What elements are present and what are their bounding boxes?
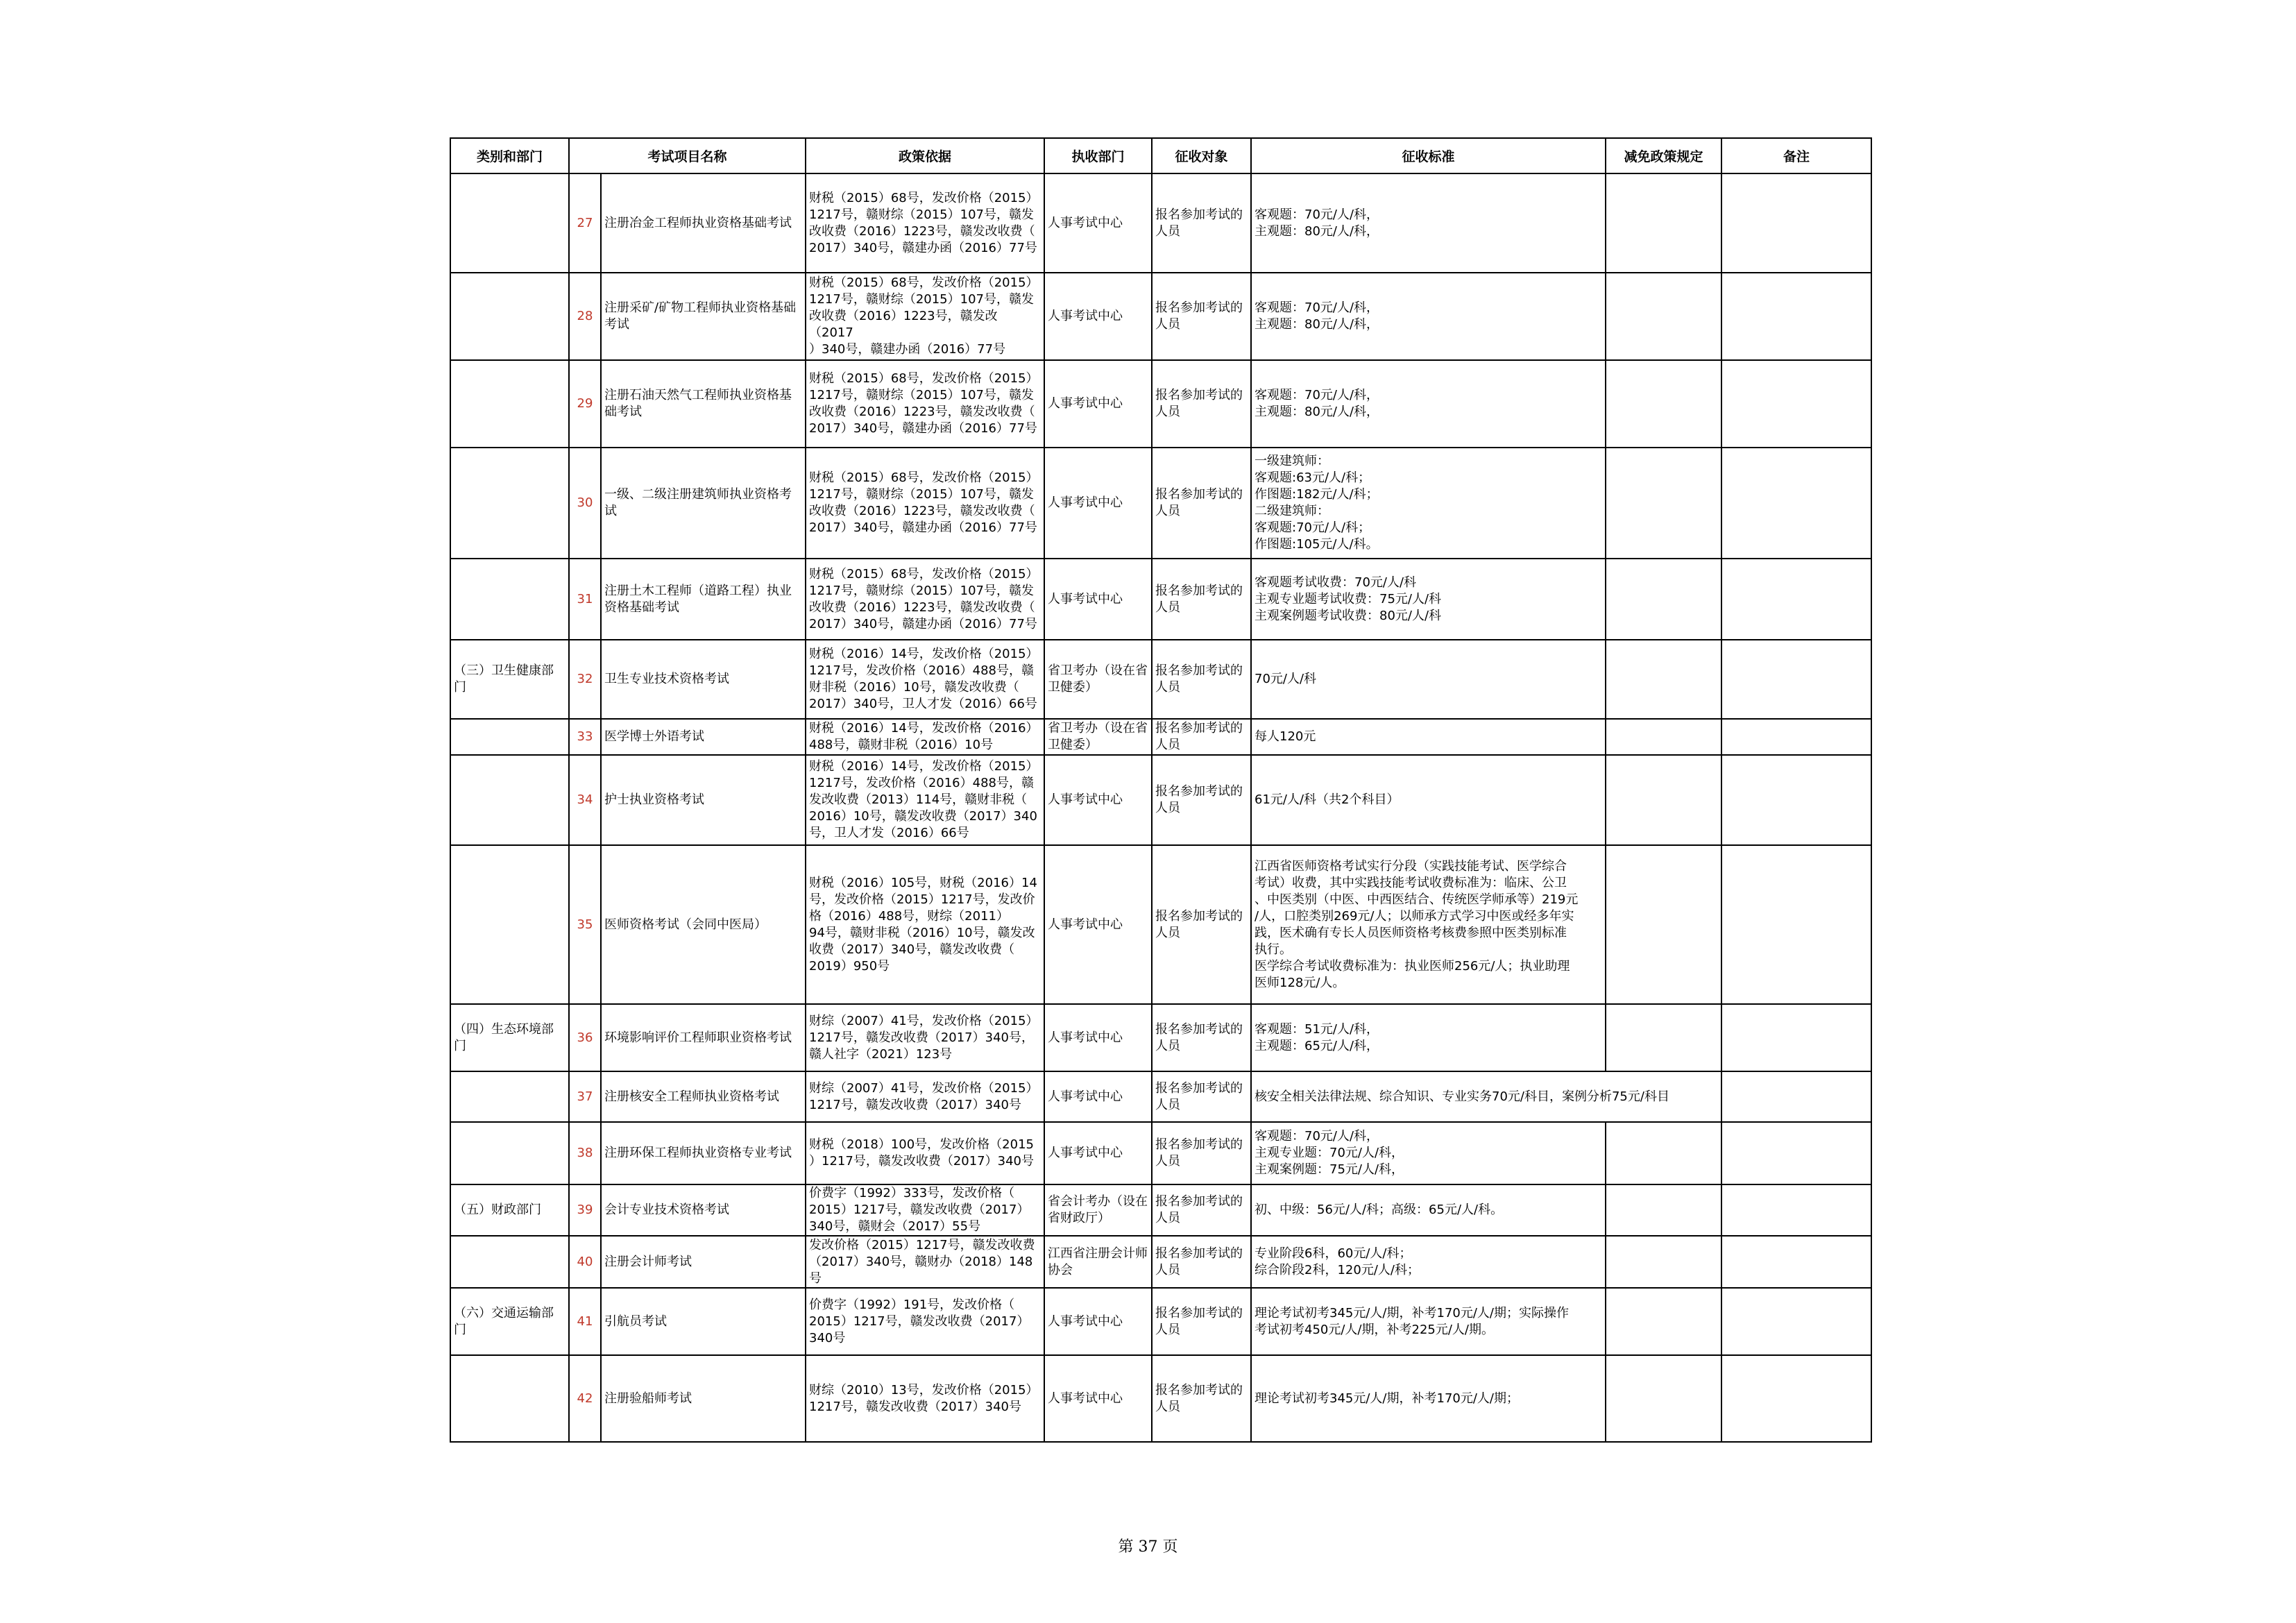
- policy-basis-cell: 财税（2015）68号，发改价格（2015） 1217号，赣财综（2015）107号，赣发 改收费（2016）1223号，赣发改收费（ 2017）340号，赣建办函（2016）77号: [806, 448, 1044, 559]
- exam-name-cell: 一级、二级注册建筑师执业资格考试: [601, 448, 806, 559]
- relief-policy-cell: [1606, 845, 1721, 1004]
- category-cell: [450, 173, 569, 273]
- fee-standard-cell: 客观题考试收费：70元/人/科 主观专业题考试收费：75元/人/科 主观案例题考试收费：80元/人/科: [1251, 559, 1606, 640]
- policy-basis-cell: 财税（2015）68号，发改价格（2015） 1217号，赣财综（2015）107号，赣发 改收费（2016）1223号，赣发改收费（ 2017）340号，赣建办函（2016）77号: [806, 559, 1044, 640]
- collecting-dept-cell: 人事考试中心: [1044, 1071, 1152, 1122]
- category-cell: [450, 719, 569, 755]
- relief-policy-cell: [1606, 448, 1721, 559]
- fee-standard-cell: 专业阶段6科，60元/人/科； 综合阶段2科，120元/人/科；: [1251, 1236, 1606, 1288]
- target-cell: 报名参加考试的 人员: [1152, 1071, 1251, 1122]
- exam-name-cell: 护士执业资格考试: [601, 755, 806, 845]
- category-cell: [450, 1122, 569, 1184]
- policy-basis-cell: 发改价格（2015）1217号，赣发改收费 （2017）340号，赣财办（2018）148号: [806, 1236, 1044, 1288]
- collecting-dept-cell: 人事考试中心: [1044, 1355, 1152, 1442]
- row-number: 27: [569, 173, 601, 273]
- collecting-dept-cell: 省卫考办（设在省卫健委）: [1044, 719, 1152, 755]
- remarks-cell: [1721, 1236, 1871, 1288]
- remarks-cell: [1721, 755, 1871, 845]
- policy-basis-cell: 财税（2016）14号，发改价格（2016） 488号，赣财非税（2016）10号: [806, 719, 1044, 755]
- header-relief-policy: 减免政策规定: [1606, 138, 1721, 173]
- row-number: 32: [569, 640, 601, 719]
- table-row: [450, 755, 1871, 845]
- category-cell: （六）交通运输部门: [450, 1288, 569, 1355]
- fee-standard-cell: 客观题：70元/人/科， 主观题：80元/人/科，: [1251, 360, 1606, 448]
- row-number: 41: [569, 1288, 601, 1355]
- relief-policy-cell: [1606, 1122, 1721, 1184]
- exam-name-cell: 注册验船师考试: [601, 1355, 806, 1442]
- target-cell: 报名参加考试的 人员: [1152, 559, 1251, 640]
- header-category: 类别和部门: [450, 138, 569, 173]
- relief-policy-cell: [1606, 1355, 1721, 1442]
- collecting-dept-cell: 江西省注册会计师协会: [1044, 1236, 1152, 1288]
- collecting-dept-cell: 人事考试中心: [1044, 273, 1152, 360]
- header-policy-basis: 政策依据: [806, 138, 1044, 173]
- table-row: [450, 640, 1871, 719]
- collecting-dept-cell: 人事考试中心: [1044, 755, 1152, 845]
- policy-basis-cell: 财税（2015）68号，发改价格（2015） 1217号，赣财综（2015）107号，赣发 改收费（2016）1223号，赣发改（2017 ）340号，赣建办函（2016）77号: [806, 273, 1044, 360]
- exam-name-cell: 医师资格考试（会同中医局）: [601, 845, 806, 1004]
- policy-basis-cell: 财税（2016）14号，发改价格（2015） 1217号，发改价格（2016）488号，赣 发改收费（2013）114号，赣财非税（ 2016）10号，赣发改收费（2017）340 号，卫人才发（2016）66号: [806, 755, 1044, 845]
- exam-name-cell: 注册会计师考试: [601, 1236, 806, 1288]
- category-cell: [450, 559, 569, 640]
- policy-basis-cell: 价费字（1992）191号，发改价格（ 2015）1217号，赣发改收费（2017） 340号: [806, 1288, 1044, 1355]
- fee-standard-cell: 每人120元: [1251, 719, 1606, 755]
- relief-policy-cell: [1606, 640, 1721, 719]
- row-number: 42: [569, 1355, 601, 1442]
- table-row: [450, 845, 1871, 1004]
- target-cell: 报名参加考试的 人员: [1152, 845, 1251, 1004]
- category-cell: [450, 360, 569, 448]
- collecting-dept-cell: 人事考试中心: [1044, 1004, 1152, 1071]
- category-cell: [450, 1355, 569, 1442]
- target-cell: 报名参加考试的 人员: [1152, 1355, 1251, 1442]
- page-number: 第 37 页: [1118, 1538, 1178, 1556]
- exam-name-cell: 注册冶金工程师执业资格基础考试: [601, 173, 806, 273]
- collecting-dept-cell: 省会计考办（设在省财政厅）: [1044, 1184, 1152, 1236]
- remarks-cell: [1721, 1355, 1871, 1442]
- header-row: [450, 138, 1871, 173]
- policy-basis-cell: 财税（2015）68号，发改价格（2015） 1217号，赣财综（2015）107号，赣发 改收费（2016）1223号，赣发改收费（ 2017）340号，赣建办函（2016）77号: [806, 360, 1044, 448]
- relief-policy-cell: [1606, 1288, 1721, 1355]
- header-exam-name: 考试项目名称: [569, 138, 806, 173]
- row-number: 36: [569, 1004, 601, 1071]
- target-cell: 报名参加考试的 人员: [1152, 1236, 1251, 1288]
- exam-name-cell: 注册土木工程师（道路工程）执业资格基础考试: [601, 559, 806, 640]
- remarks-cell: [1721, 360, 1871, 448]
- target-cell: 报名参加考试的 人员: [1152, 360, 1251, 448]
- row-number: 39: [569, 1184, 601, 1236]
- collecting-dept-cell: 人事考试中心: [1044, 448, 1152, 559]
- target-cell: 报名参加考试的 人员: [1152, 173, 1251, 273]
- header-collecting-dept: 执收部门: [1044, 138, 1152, 173]
- fee-standard-cell: 客观题：70元/人/科， 主观专业题：70元/人/科， 主观案例题：75元/人/科，: [1251, 1122, 1606, 1184]
- exam-name-cell: 注册采矿/矿物工程师执业资格基础考试: [601, 273, 806, 360]
- fee-standard-cell: 理论考试初考345元/人/期，补考170元/人/期；实际操作 考试初考450元/人/期，补考225元/人/期。: [1251, 1288, 1606, 1355]
- policy-basis-cell: 财综（2007）41号，发改价格（2015） 1217号，赣发改收费（2017）340号， 赣人社字（2021）123号: [806, 1004, 1044, 1071]
- row-number: 40: [569, 1236, 601, 1288]
- remarks-cell: [1721, 1004, 1871, 1071]
- row-number: 34: [569, 755, 601, 845]
- remarks-cell: [1721, 559, 1871, 640]
- collecting-dept-cell: 人事考试中心: [1044, 845, 1152, 1004]
- remarks-cell: [1721, 448, 1871, 559]
- remarks-cell: [1721, 173, 1871, 273]
- category-cell: [450, 1236, 569, 1288]
- fee-standard-cell: 客观题：51元/人/科， 主观题：65元/人/科，: [1251, 1004, 1606, 1071]
- exam-name-cell: 环境影响评价工程师职业资格考试: [601, 1004, 806, 1071]
- fee-standard-cell: 核安全相关法律法规、综合知识、专业实务70元/科目，案例分析75元/科目: [1251, 1071, 1721, 1122]
- header-fee-standard: 征收标准: [1251, 138, 1606, 173]
- fee-standard-cell: 理论考试初考345元/人/期，补考170元/人/期；: [1251, 1355, 1606, 1442]
- target-cell: 报名参加考试的 人员: [1152, 1004, 1251, 1071]
- remarks-cell: [1721, 719, 1871, 755]
- table-row: [450, 1184, 1871, 1236]
- target-cell: 报名参加考试的 人员: [1152, 273, 1251, 360]
- policy-basis-cell: 财税（2015）68号，发改价格（2015） 1217号，赣财综（2015）107号，赣发 改收费（2016）1223号，赣发改收费（ 2017）340号，赣建办函（2016）77号: [806, 173, 1044, 273]
- category-cell: [450, 273, 569, 360]
- target-cell: 报名参加考试的 人员: [1152, 719, 1251, 755]
- collecting-dept-cell: 人事考试中心: [1044, 360, 1152, 448]
- collecting-dept-cell: 人事考试中心: [1044, 559, 1152, 640]
- category-cell: （四）生态环境部门: [450, 1004, 569, 1071]
- target-cell: 报名参加考试的 人员: [1152, 640, 1251, 719]
- remarks-cell: [1721, 845, 1871, 1004]
- category-cell: [450, 755, 569, 845]
- fee-standard-cell: 61元/人/科（共2个科目）: [1251, 755, 1606, 845]
- policy-basis-cell: 财综（2010）13号，发改价格（2015） 1217号，赣发改收费（2017）340号: [806, 1355, 1044, 1442]
- table-row: [450, 1004, 1871, 1071]
- row-number: 35: [569, 845, 601, 1004]
- exam-name-cell: 卫生专业技术资格考试: [601, 640, 806, 719]
- relief-policy-cell: [1606, 559, 1721, 640]
- relief-policy-cell: [1606, 719, 1721, 755]
- table-row: [450, 1071, 1871, 1122]
- relief-policy-cell: [1606, 1236, 1721, 1288]
- relief-policy-cell: [1606, 1004, 1721, 1071]
- table-row: [450, 719, 1871, 755]
- category-cell: [450, 845, 569, 1004]
- policy-basis-cell: 财税（2018）100号，发改价格（2015 ）1217号，赣发改收费（2017）340号: [806, 1122, 1044, 1184]
- category-cell: （三）卫生健康部门: [450, 640, 569, 719]
- category-cell: [450, 448, 569, 559]
- policy-basis-cell: 财综（2007）41号，发改价格（2015） 1217号，赣发改收费（2017）340号: [806, 1071, 1044, 1122]
- category-cell: （五）财政部门: [450, 1184, 569, 1236]
- exam-name-cell: 会计专业技术资格考试: [601, 1184, 806, 1236]
- fee-standard-cell: 客观题：70元/人/科， 主观题：80元/人/科，: [1251, 173, 1606, 273]
- table-row: [450, 559, 1871, 640]
- remarks-cell: [1721, 1071, 1871, 1122]
- collecting-dept-cell: 人事考试中心: [1044, 173, 1152, 273]
- fee-standard-cell: 客观题：70元/人/科， 主观题：80元/人/科，: [1251, 273, 1606, 360]
- row-number: 38: [569, 1122, 601, 1184]
- table-row: [450, 173, 1871, 273]
- fee-standard-cell: 江西省医师资格考试实行分段（实践技能考试、医学综合 考试）收费，其中实践技能考试收费标准为：临床、公卫 、中医类别（中医、中西医结合、传统医学师承等）219元 /人，口腔类别269元/人；以师承方式学习中医或经多年实 践，医术确有专长人员医师资格考核费参照中医类别标准 执行。 医学综合考试收费标准为：执业医师256元/人；执业助理 医师128元/人。: [1251, 845, 1606, 1004]
- table-row: [450, 273, 1871, 360]
- table-row: [450, 448, 1871, 559]
- policy-basis-cell: 价费字（1992）333号，发改价格（ 2015）1217号，赣发改收费（2017） 340号，赣财会（2017）55号: [806, 1184, 1044, 1236]
- table-row: [450, 360, 1871, 448]
- header-target: 征收对象: [1152, 138, 1251, 173]
- fee-standard-cell: 一级建筑师： 客观题:63元/人/科； 作图题:182元/人/科； 二级建筑师： 客观题:70元/人/科； 作图题:105元/人/科。: [1251, 448, 1606, 559]
- collecting-dept-cell: 人事考试中心: [1044, 1288, 1152, 1355]
- relief-policy-cell: [1606, 360, 1721, 448]
- exam-name-cell: 医学博士外语考试: [601, 719, 806, 755]
- row-number: 30: [569, 448, 601, 559]
- row-number: 33: [569, 719, 601, 755]
- table-row: [450, 1236, 1871, 1288]
- row-number: 29: [569, 360, 601, 448]
- category-cell: [450, 1071, 569, 1122]
- fee-standard-cell: 70元/人/科: [1251, 640, 1606, 719]
- target-cell: 报名参加考试的 人员: [1152, 1184, 1251, 1236]
- target-cell: 报名参加考试的 人员: [1152, 755, 1251, 845]
- collecting-dept-cell: 省卫考办（设在省卫健委）: [1044, 640, 1152, 719]
- fee-standard-cell: 初、中级：56元/人/科；高级：65元/人/科。: [1251, 1184, 1606, 1236]
- fee-table: [450, 137, 1872, 1443]
- target-cell: 报名参加考试的 人员: [1152, 1288, 1251, 1355]
- table-row: [450, 1355, 1871, 1442]
- exam-name-cell: 注册石油天然气工程师执业资格基础考试: [601, 360, 806, 448]
- table-row: [450, 1288, 1871, 1355]
- collecting-dept-cell: 人事考试中心: [1044, 1122, 1152, 1184]
- remarks-cell: [1721, 1122, 1871, 1184]
- remarks-cell: [1721, 1184, 1871, 1236]
- table-row: [450, 1122, 1871, 1184]
- row-number: 37: [569, 1071, 601, 1122]
- exam-name-cell: 引航员考试: [601, 1288, 806, 1355]
- relief-policy-cell: [1606, 1184, 1721, 1236]
- remarks-cell: [1721, 1288, 1871, 1355]
- relief-policy-cell: [1606, 173, 1721, 273]
- target-cell: 报名参加考试的 人员: [1152, 448, 1251, 559]
- target-cell: 报名参加考试的 人员: [1152, 1122, 1251, 1184]
- header-remarks: 备注: [1721, 138, 1871, 173]
- policy-basis-cell: 财税（2016）105号，财税（2016）14 号，发改价格（2015）1217号，发改价 格（2016）488号，财综（2011） 94号，赣财非税（2016）10号，赣发改 收费（2017）340号，赣发改收费（ 2019）950号: [806, 845, 1044, 1004]
- relief-policy-cell: [1606, 755, 1721, 845]
- exam-name-cell: 注册核安全工程师执业资格考试: [601, 1071, 806, 1122]
- relief-policy-cell: [1606, 273, 1721, 360]
- row-number: 28: [569, 273, 601, 360]
- row-number: 31: [569, 559, 601, 640]
- remarks-cell: [1721, 273, 1871, 360]
- remarks-cell: [1721, 640, 1871, 719]
- exam-name-cell: 注册环保工程师执业资格专业考试: [601, 1122, 806, 1184]
- policy-basis-cell: 财税（2016）14号，发改价格（2015） 1217号，发改价格（2016）488号，赣 财非税（2016）10号，赣发改收费（ 2017）340号，卫人才发（2016）66号: [806, 640, 1044, 719]
